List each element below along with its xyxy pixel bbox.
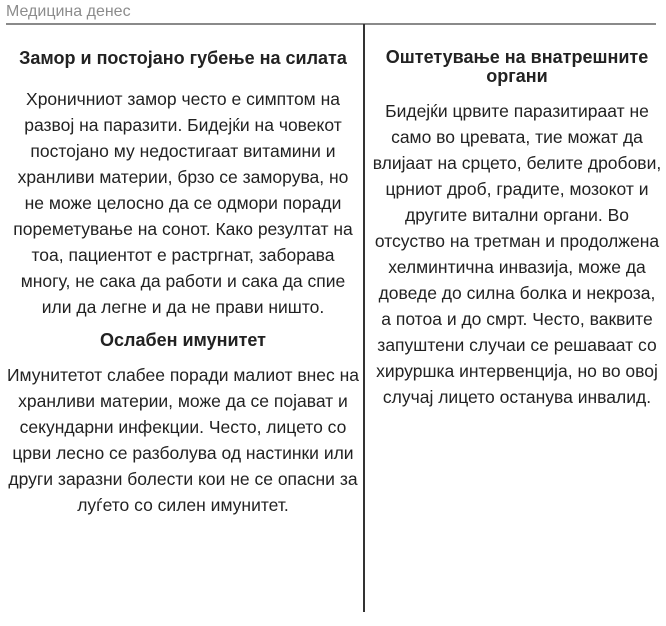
site-header <box>6 2 656 25</box>
right-column <box>372 48 662 410</box>
immunity-heading: Ослабен имунитет <box>100 330 266 350</box>
column-divider <box>363 24 365 612</box>
organ-damage-heading: Оштетување на внатрешните органи <box>385 47 649 86</box>
site-title[interactable]: Медицина денес <box>6 3 131 20</box>
fatigue-heading: Замор и постојано губење на силата <box>19 48 347 68</box>
immunity-text: Имунитетот слабее поради малиот внес на хранливи материи, може да се појават и секундарни инфекции. Често, лицето со црви лесно се разболува од настинки или други заразни болести кои не се опасни за луѓето со силен имунитет. <box>6 365 360 515</box>
left-column <box>6 48 360 518</box>
organ-damage-text: Бидејќи црвите паразитираат не само во цревата, тие можат да влијаат на срцето, белите дробови, црниот дроб, градите, мозокот и другите витални органи. Во отсуство на третман и продолжена хелминтична инвазија, може да доведе до силна болка и некроза, а потоа и до смрт. Често, ваквите запуштени случаи се решаваат со хируршка интервенција, но во овој случај лицето останува инвалид. <box>372 101 662 407</box>
fatigue-text: Хроничниот замор често е симптом на развој на паразити. Бидејќи на човекот постојано му недостигаат витамини и хранливи материи, брзо се заморува, но не може целосно да се одмори поради пореметување на сонот. Како резултат на тоа, пациентот е растргнат, заборава многу, не сака да работи и сака да спие или да легне и да не прави ништо. <box>13 89 353 317</box>
